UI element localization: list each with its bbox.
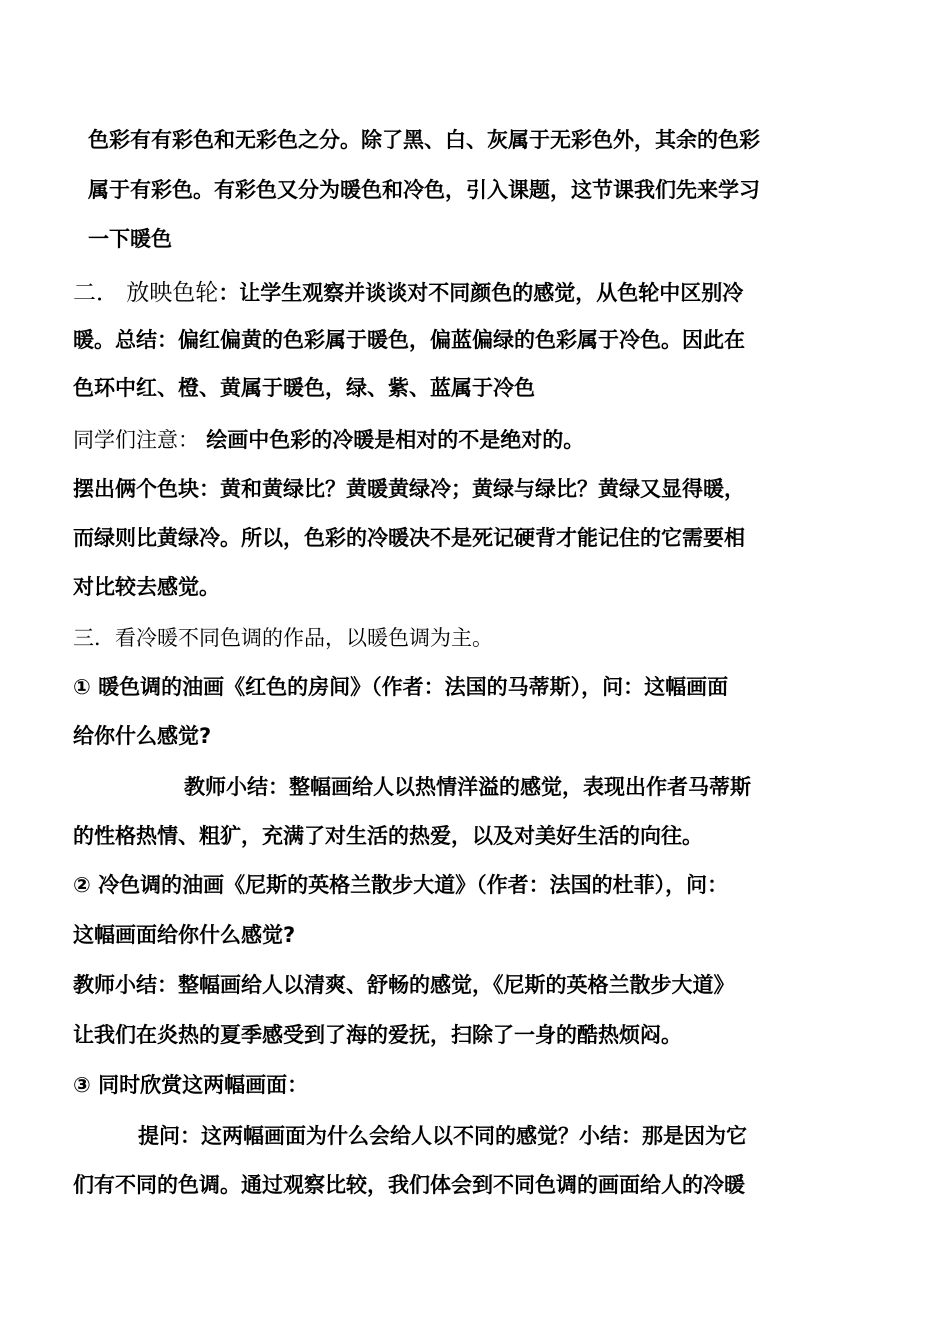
paragraph-line: 属于有彩色。有彩色又分为暖色和冷色，引入课题，这节课我们先来学习 <box>88 178 760 202</box>
paragraph-line: ① 暖色调的油画《红色的房间》（作者：法国的马蒂斯），问：这幅画面 <box>73 675 729 699</box>
paragraph-line: 对比较去感觉。 <box>73 575 220 599</box>
paragraph-line: 们有不同的色调。通过观察比较，我们体会到不同色调的画面给人的冷暖 <box>73 1173 745 1197</box>
paragraph-line: 教师小结：整幅画给人以热情洋溢的感觉，表现出作者马蒂斯 <box>184 775 751 799</box>
paragraph-line: ② 冷色调的油画《尼斯的英格兰散步大道》（作者：法国的杜菲），问： <box>73 873 729 897</box>
notice-line <box>73 425 584 455</box>
paragraph-line: ③ 同时欣赏这两幅画面： <box>73 1073 309 1097</box>
paragraph-line: 给你什么感觉? <box>73 724 212 748</box>
section-three-heading: 三．看冷暖不同色调的作品，以暖色调为主。 <box>73 626 493 650</box>
paragraph-line: 色彩有有彩色和无彩色之分。除了黑、白、灰属于无彩色外，其余的色彩 <box>88 128 760 152</box>
paragraph-line: 摆出俩个色块：黄和黄绿比？黄暖黄绿冷；黄绿与绿比？黄绿又显得暖， <box>73 477 745 501</box>
paragraph-line: 暖。总结：偏红偏黄的色彩属于暖色，偏蓝偏绿的色彩属于冷色。因此在 <box>73 328 745 352</box>
notice-heading: 同学们注意： <box>73 428 199 452</box>
notice-text: 绘画中色彩的冷暖是相对的不是绝对的。 <box>199 428 585 452</box>
paragraph-line: 让我们在炎热的夏季感受到了海的爱抚，扫除了一身的酷热烦闷。 <box>73 1023 682 1047</box>
paragraph-line: 色环中红、橙、黄属于暖色，绿、紫、蓝属于冷色 <box>73 376 535 400</box>
paragraph-line: 一下暖色 <box>88 227 172 251</box>
section-two-text: ：让学生观察并谈谈对不同颜色的感觉，从色轮中区别冷 <box>218 281 744 305</box>
paragraph-line: 而绿则比黄绿冷。所以，色彩的冷暖决不是死记硬背才能记住的它需要相 <box>73 526 745 550</box>
section-two-line <box>73 278 743 308</box>
paragraph-line: 教师小结：整幅画给人以清爽、舒畅的感觉，《尼斯的英格兰散步大道》 <box>73 973 735 997</box>
paragraph-line: 的性格热情、粗犷，充满了对生活的热爱，以及对美好生活的向往。 <box>73 824 703 848</box>
paragraph-line: 这幅画面给你什么感觉? <box>73 923 296 947</box>
paragraph-line: 提问：这两幅画面为什么会给人以不同的感觉？小结：那是因为它 <box>138 1124 747 1148</box>
section-two-heading: 二． 放映色轮 <box>73 280 219 306</box>
